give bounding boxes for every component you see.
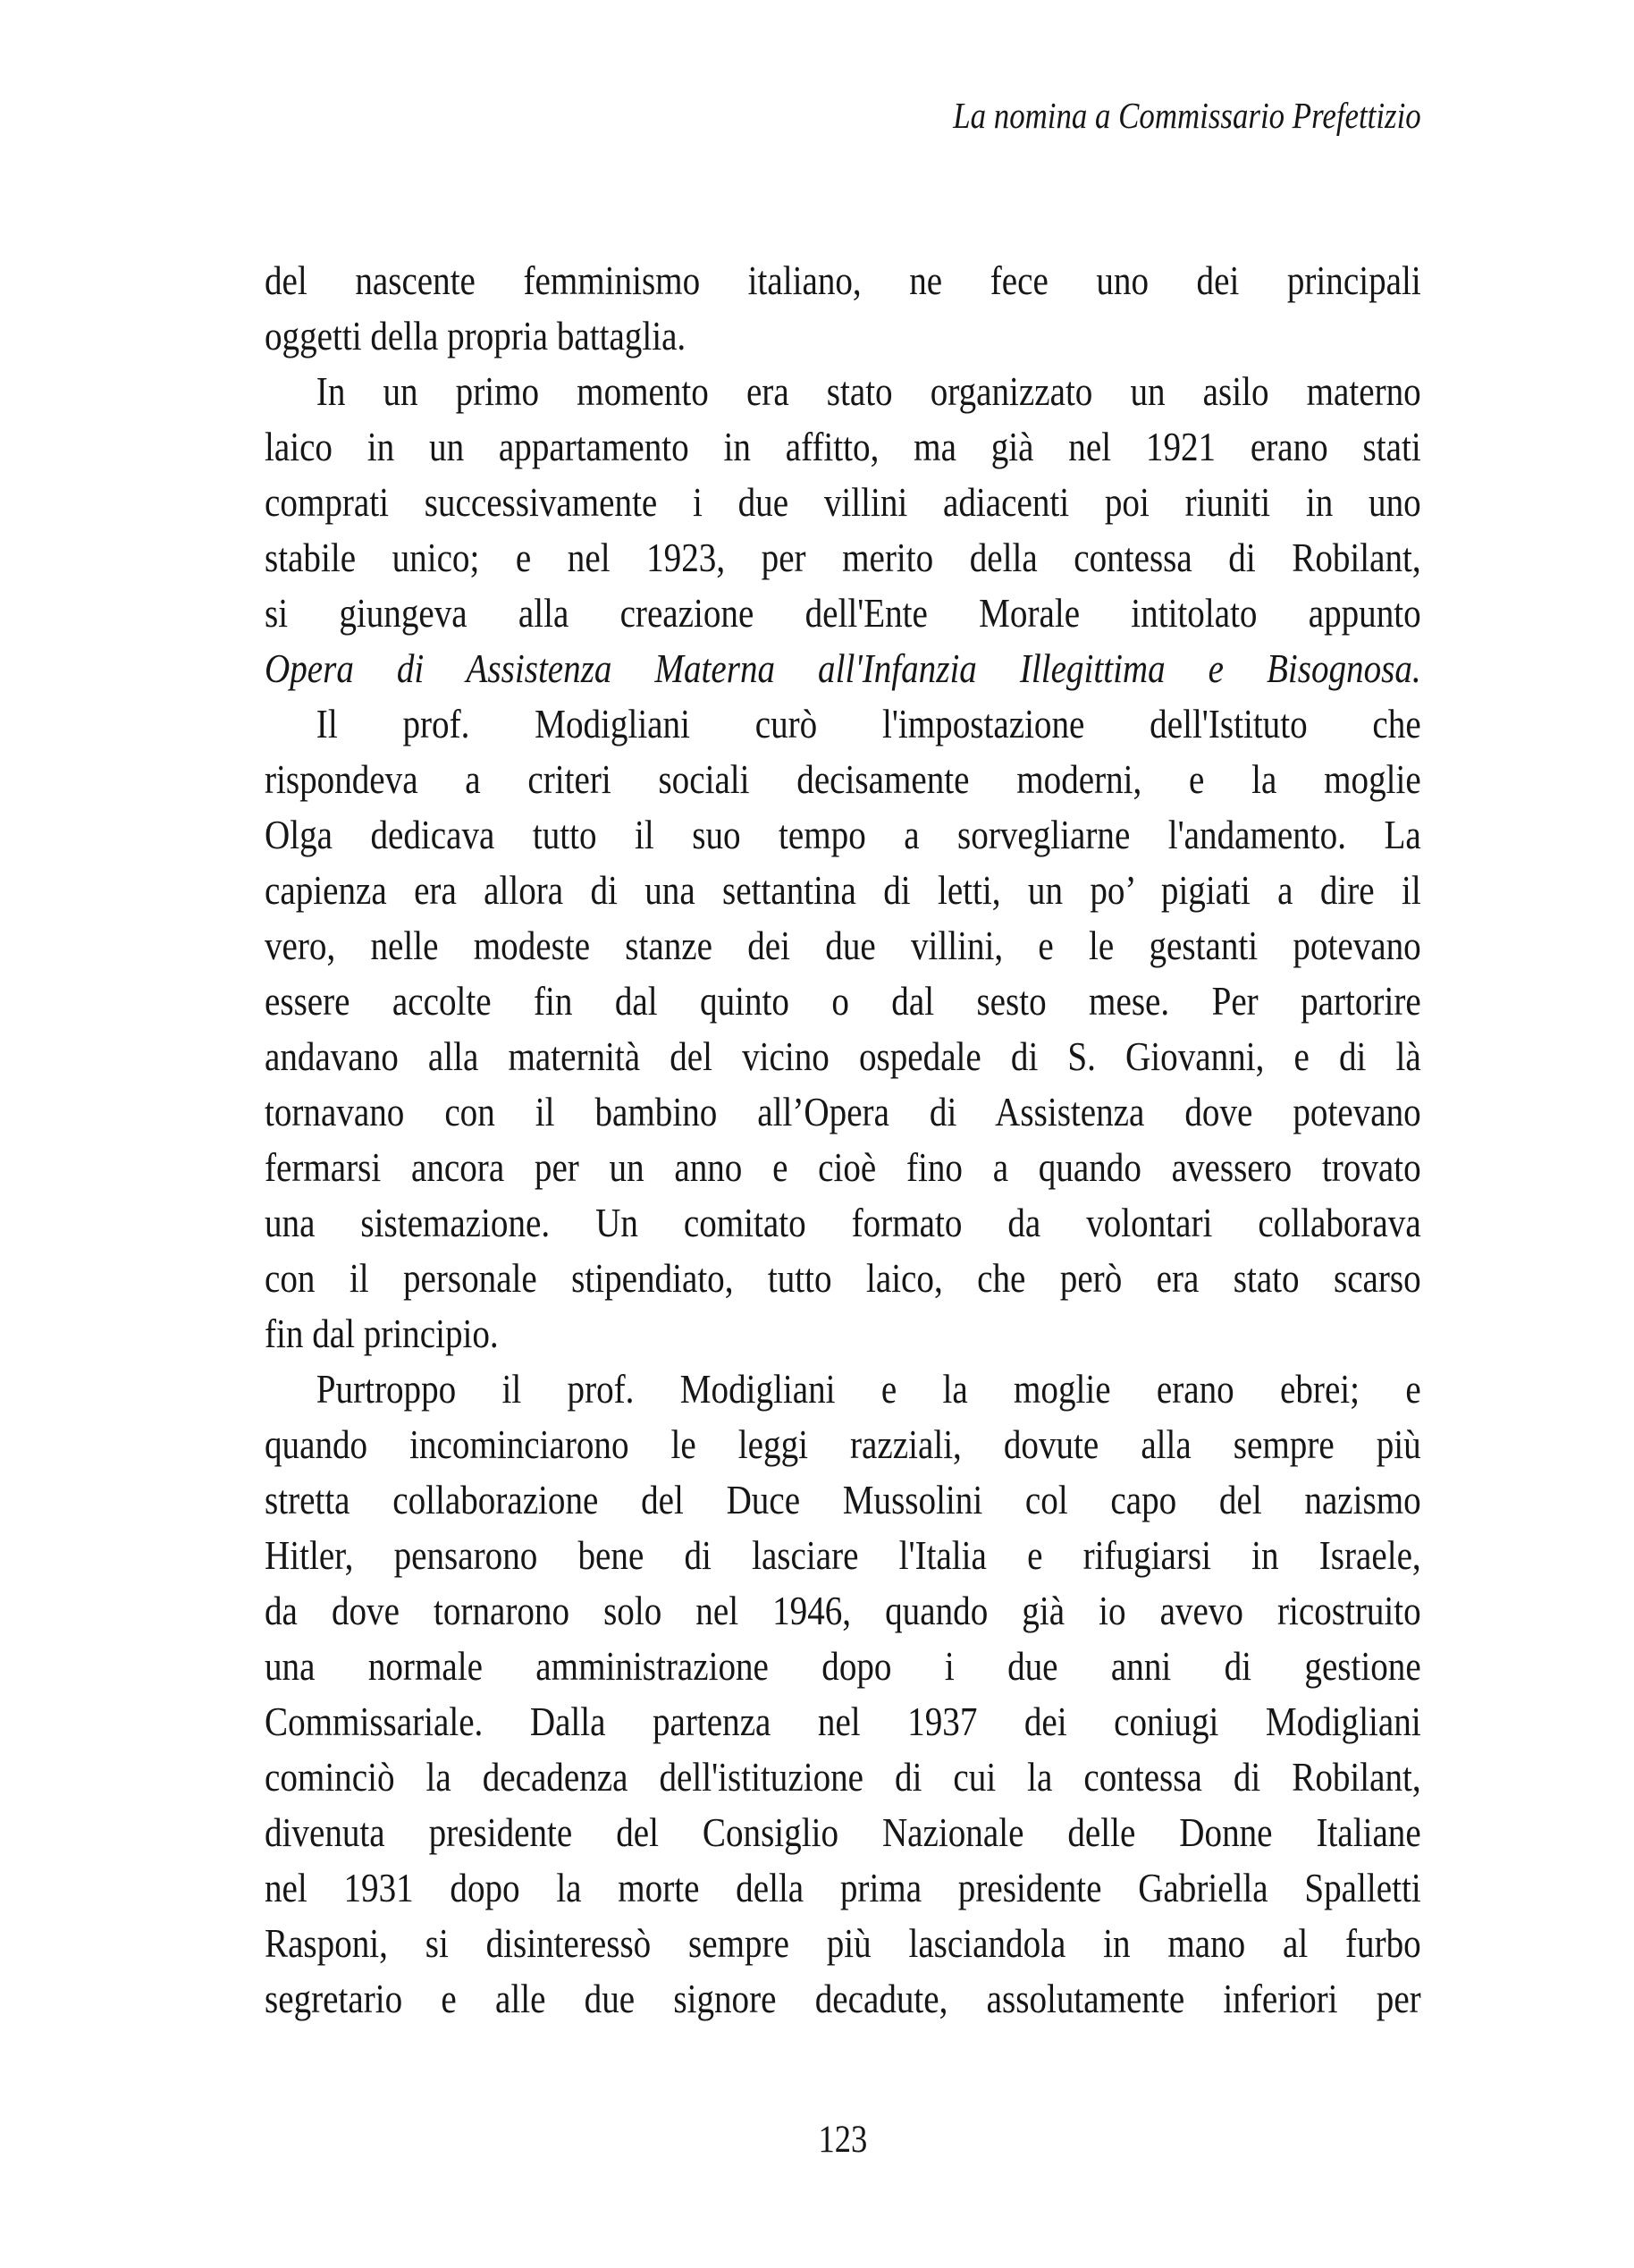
text-line: una normale amministrazione dopo i due anni di gestione <box>265 1643 1421 1689</box>
text-line: capienza era allora di una settantina di letti, un po’ pigiati a dire il <box>265 867 1421 913</box>
text-line: oggetti della propria battaglia. <box>265 313 686 358</box>
text-line: del nascente femminismo italiano, ne fece uno dei principali <box>265 257 1421 303</box>
text-line: tornavano con il bambino all’Opera di Assistenza dove potevano <box>265 1089 1421 1134</box>
text-line: Hitler, pensarono bene di lasciare l'Italia e rifugiarsi in Israele, <box>265 1532 1421 1578</box>
text-line: cominciò la decadenza dell'istituzione di cui la contessa di Robilant, <box>265 1754 1421 1800</box>
text-line: stretta collaborazione del Duce Mussolini col capo del nazismo <box>265 1477 1421 1522</box>
text-line: andavano alla maternità del vicino ospedale di S. Giovanni, e di là <box>265 1033 1421 1079</box>
text-content <box>265 96 1421 2268</box>
text-line: Il prof. Modigliani curò l'impostazione dell'Istituto che <box>316 701 1421 746</box>
text-line: nel 1931 dopo la morte della prima presidente Gabriella Spalletti <box>265 1865 1421 1910</box>
text-line: Purtroppo il prof. Modigliani e la moglie erano ebrei; e <box>316 1366 1421 1412</box>
text-line: laico in un appartamento in affitto, ma già nel 1921 erano stati <box>265 424 1421 469</box>
text-line: vero, nelle modeste stanze dei due villini, e le gestanti potevano <box>265 923 1421 968</box>
text-line: da dove tornarono solo nel 1946, quando già io avevo ricostruito <box>265 1588 1421 1633</box>
page-number: 123 <box>818 2119 868 2161</box>
text-line: Opera di Assistenza Materna all'Infanzia Illegittima e Bisognosa. <box>265 645 1421 691</box>
text-line: essere accolte fin dal quinto o dal sesto mese. Per partorire <box>265 978 1421 1024</box>
text-line: fin dal principio. <box>265 1311 499 1356</box>
text-line: stabile unico; e nel 1923, per merito della contessa di Robilant, <box>265 535 1421 580</box>
text-line: In un primo momento era stato organizzato un asilo materno <box>316 368 1421 414</box>
running-header: La nomina a Commissario Prefettizio <box>953 95 1421 136</box>
text-line: Commissariale. Dalla partenza nel 1937 dei coniugi Modigliani <box>265 1699 1421 1744</box>
text-line: comprati successivamente i due villini adiacenti poi riuniti in uno <box>265 479 1421 525</box>
text-line: una sistemazione. Un comitato formato da volontari collaborava <box>265 1200 1421 1245</box>
body-text-block <box>265 253 1421 2027</box>
text-line: con il personale stipendiato, tutto laico, che però era stato scarso <box>265 1255 1421 1301</box>
text-line: fermarsi ancora per un anno e cioè fino a quando avessero trovato <box>265 1144 1421 1190</box>
text-line: divenuta presidente del Consiglio Nazionale delle Donne Italiane <box>265 1809 1421 1855</box>
text-line: quando incominciarono le leggi razziali, dovute alla sempre più <box>265 1421 1421 1467</box>
text-line: Olga dedicava tutto il suo tempo a sorvegliarne l'andamento. La <box>265 812 1421 857</box>
text-line: segretario e alle due signore decadute, assolutamente inferiori per <box>265 1976 1421 2021</box>
text-line: si giungeva alla creazione dell'Ente Morale intitolato appunto <box>265 590 1421 636</box>
text-line: rispondeva a criteri sociali decisamente moderni, e la moglie <box>265 756 1421 802</box>
text-line: Rasponi, si disinteressò sempre più lasciandola in mano al furbo <box>265 1920 1421 1966</box>
